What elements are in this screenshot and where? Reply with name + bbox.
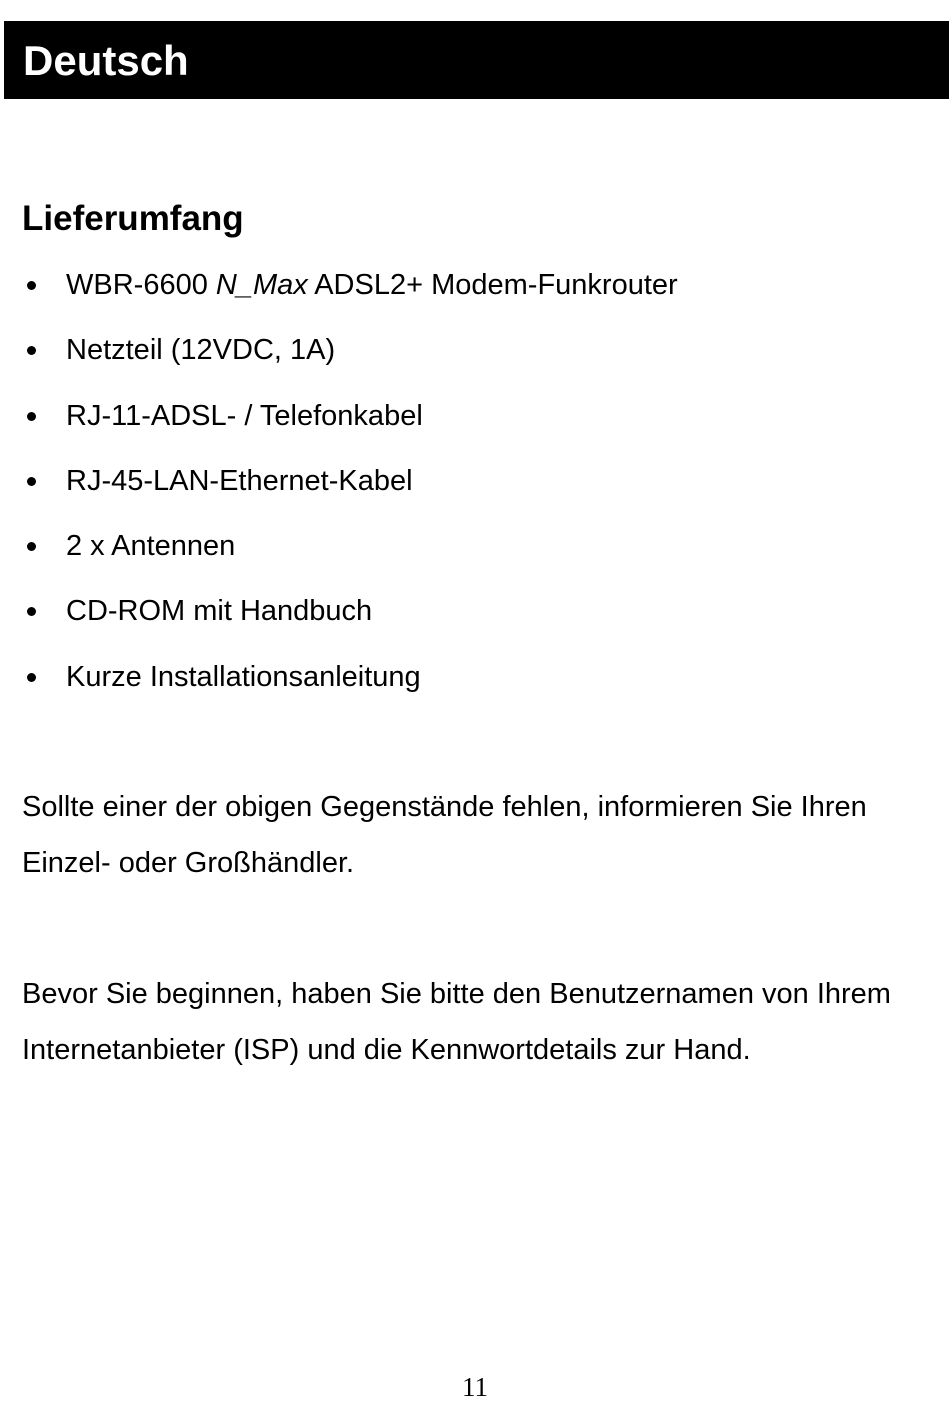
language-title: Deutsch — [23, 37, 189, 84]
bullet-icon — [27, 346, 36, 355]
list-item-text: RJ-45-LAN-Ethernet-Kabel — [66, 464, 413, 497]
page-number: 11 — [462, 1372, 488, 1402]
list-item-text: Netzteil (12VDC, 1A) — [66, 334, 336, 367]
list-item-text: RJ-11-ADSL- / Telefonkabel — [66, 399, 423, 432]
bullet-icon — [27, 477, 36, 486]
list-item-text: WBR-6600 N_Max ADSL2+ Modem-Funkrouter — [66, 269, 678, 301]
bullet-icon — [27, 607, 36, 616]
list-item-text: 2 x Antennen — [66, 530, 236, 563]
bullet-icon — [27, 281, 36, 290]
package-contents-heading: Lieferumfang — [22, 199, 244, 238]
before-start-paragraph: Bevor Sie beginnen, haben Sie bitte den Benutzernamen von Ihrem Internetanbieter (ISP) und die Kennwortdetails zur Hand. — [22, 978, 891, 1066]
missing-items-paragraph: Sollte einer der obigen Gegenstände fehlen, informieren Sie Ihren Einzel- oder Großhändler. — [22, 791, 867, 879]
bullet-icon — [27, 412, 36, 421]
bullet-icon — [27, 673, 36, 682]
bullet-icon — [27, 542, 36, 551]
list-item-text: Kurze Installationsanleitung — [66, 660, 421, 693]
list-item-text: CD-ROM mit Handbuch — [66, 595, 373, 628]
language-header-bar — [4, 21, 949, 99]
